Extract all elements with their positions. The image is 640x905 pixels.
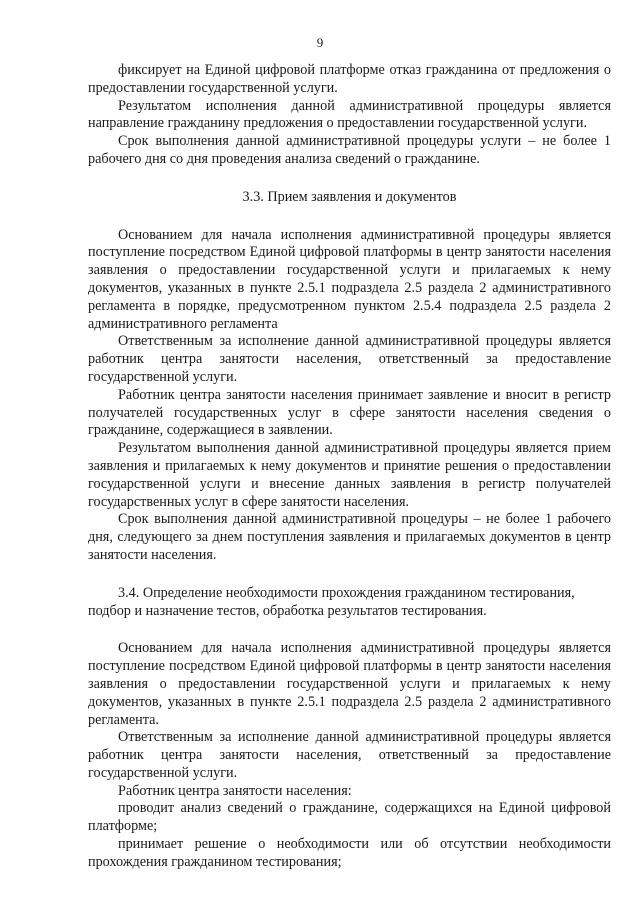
- paragraph: Работник центра занятости населения:: [118, 782, 352, 799]
- paragraph: Результатом выполнения данной административной процедуры является прием заявления и прилагаемых к нему документов и принятие решения о предоставлении государственной услуги и внесение данных заявления в регистр получателей государственных услуг в сфере занятости населения.: [88, 440, 611, 510]
- page-number: 9: [316, 35, 324, 50]
- document-body: [88, 62, 611, 872]
- paragraph: Основанием для начала исполнения административной процедуры является поступление посредством Единой цифровой платформы в центр занятости населения заявления о предоставлении государственной услуги и прилагаемых к нему документов, указанных в пункте 2.5.1 подраздела 2.5 раздела 2 административного регламента.: [88, 640, 611, 728]
- paragraph: Основанием для начала исполнения административной процедуры является поступление посредством Единой цифровой платформы в центр занятости населения заявления о предоставлении государственной услуги и прилагаемых к нему документов, указанных в пункте 2.5.1 подраздела 2.5 раздела 2 административного регламента в порядке, предусмотренном пунктом 2.5.4 подраздела 2.5 раздела 2 административного регламента: [88, 226, 611, 332]
- paragraph: фиксирует на Единой цифровой платформе отказ гражданина от предложения о предоставлении государственной услуги.: [88, 62, 611, 96]
- paragraph: Результатом исполнения данной административной процедуры является направление гражданину предложения о предоставлении государственной услуги.: [88, 97, 611, 132]
- section-heading: 3.3. Прием заявления и документов: [242, 188, 457, 205]
- paragraph: Срок выполнения данной административной процедуры – не более 1 рабочего дня, следующего за днем поступления заявления и прилагаемых документов в центр занятости населения.: [88, 511, 611, 563]
- paragraph: Ответственным за исполнение данной административной процедуры является работник центра занятости населения, ответственный за предоставление государственной услуги.: [88, 333, 611, 385]
- paragraph: проводит анализ сведений о гражданине, содержащихся на Единой цифровой платформе;: [88, 800, 611, 835]
- paragraph: Срок выполнения данной административной процедуры услуги – не более 1 рабочего дня со дня проведения анализа сведений о гражданине.: [88, 133, 611, 167]
- paragraph: Ответственным за исполнение данной административной процедуры является работник центра занятости населения, ответственный за предоставление государственной услуги.: [88, 729, 611, 781]
- paragraph: Работник центра занятости населения принимает заявление и вносит в регистр получателей государственных услуг в сфере занятости населения сведения о гражданине, содержащиеся в заявлении.: [88, 386, 611, 439]
- section-heading: 3.4. Определение необходимости прохождения гражданином тестирования, подбор и назначение тестов, обработка результатов тестирования.: [88, 584, 575, 619]
- paragraph: принимает решение о необходимости или об отсутствии необходимости прохождения гражданином тестирования;: [88, 836, 611, 870]
